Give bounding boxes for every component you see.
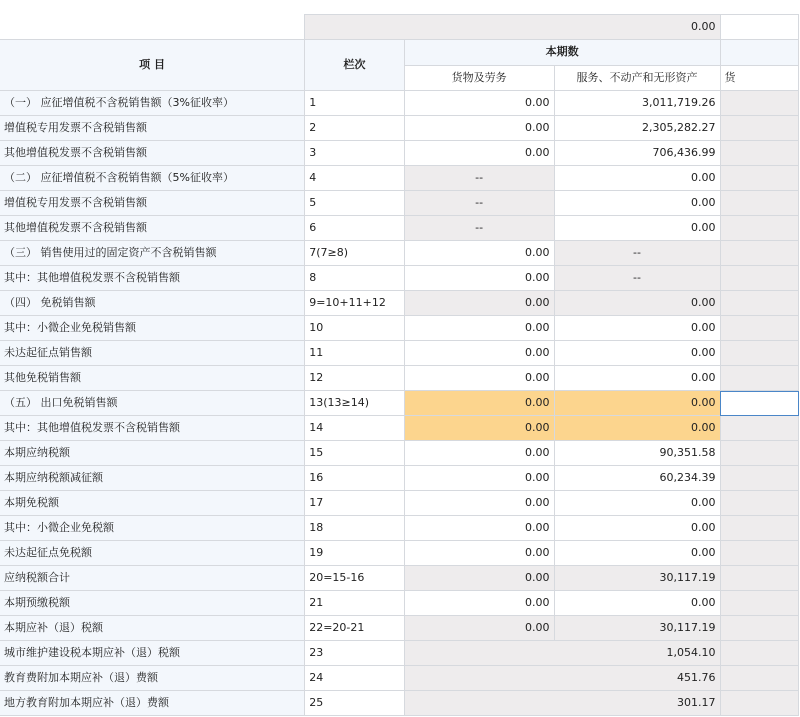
row-label: 其中：小微企业免税销售额 <box>0 316 305 341</box>
next-period-cell <box>720 641 798 666</box>
row-col-number: 20=15-16 <box>305 566 405 591</box>
row-col-number: 4 <box>305 166 405 191</box>
next-period-cell <box>720 591 798 616</box>
services-value-cell[interactable]: 706,436.99 <box>554 141 720 166</box>
row-col-number: 8 <box>305 266 405 291</box>
goods-value-cell[interactable]: 0.00 <box>404 516 554 541</box>
header-services: 服务、不动产和无形资产 <box>554 65 720 91</box>
table-row <box>0 166 799 191</box>
row-label: 未达起征点销售额 <box>0 341 305 366</box>
table-row <box>0 691 799 716</box>
row-label: 本期应补（退）税额 <box>0 616 305 641</box>
row-col-number: 5 <box>305 191 405 216</box>
goods-value-cell[interactable]: 0.00 <box>404 366 554 391</box>
table-row <box>0 416 799 441</box>
services-value-cell[interactable]: 0.00 <box>554 341 720 366</box>
goods-value-cell: 0.00 <box>404 291 554 316</box>
goods-value-cell: 0.00 <box>404 616 554 641</box>
row-col-number: 14 <box>305 416 405 441</box>
next-period-cell <box>720 291 798 316</box>
row-col-number: 18 <box>305 516 405 541</box>
services-value-cell: 0.00 <box>554 291 720 316</box>
table-row <box>0 591 799 616</box>
services-value-cell[interactable]: 0.00 <box>554 516 720 541</box>
goods-value-cell[interactable]: 0.00 <box>404 591 554 616</box>
goods-value-cell: -- <box>404 166 554 191</box>
next-period-cell <box>720 366 798 391</box>
services-value-cell[interactable]: 0.00 <box>554 366 720 391</box>
services-value-cell[interactable]: 0.00 <box>554 191 720 216</box>
services-value-cell: -- <box>554 266 720 291</box>
services-value-cell: 30,117.19 <box>554 616 720 641</box>
table-row <box>0 466 799 491</box>
row-col-number: 2 <box>305 116 405 141</box>
next-period-cell <box>720 116 798 141</box>
row-label: （四） 免税销售额 <box>0 291 305 316</box>
row-col-number: 21 <box>305 591 405 616</box>
goods-value-cell[interactable]: 0.00 <box>404 441 554 466</box>
services-value-cell: 30,117.19 <box>554 566 720 591</box>
goods-value-cell[interactable]: 0.00 <box>404 91 554 116</box>
next-period-cell <box>720 91 798 116</box>
table-row <box>0 91 799 116</box>
header-goods: 货物及劳务 <box>404 65 554 91</box>
row-col-number: 16 <box>305 466 405 491</box>
next-period-cell <box>720 541 798 566</box>
goods-value-cell[interactable]: 0.00 <box>404 141 554 166</box>
row-label: 增值税专用发票不含税销售额 <box>0 116 305 141</box>
row-col-number: 19 <box>305 541 405 566</box>
row-col-number: 23 <box>305 641 405 666</box>
row-label: 教育费附加本期应补（退）费额 <box>0 666 305 691</box>
table-row <box>0 566 799 591</box>
header-item: 项 目 <box>0 40 305 91</box>
next-period-cell <box>720 441 798 466</box>
next-period-cell <box>720 141 798 166</box>
row-col-number: 17 <box>305 491 405 516</box>
merged-value-cell: 451.76 <box>404 666 720 691</box>
services-value-cell[interactable]: 0.00 <box>554 491 720 516</box>
row-label: 其他免税销售额 <box>0 366 305 391</box>
row-col-number: 6 <box>305 216 405 241</box>
table-row <box>0 666 799 691</box>
row-label: 其中：其他增值税发票不含税销售额 <box>0 266 305 291</box>
table-row <box>0 541 799 566</box>
merged-value-cell: 1,054.10 <box>404 641 720 666</box>
row-label: 未达起征点免税额 <box>0 541 305 566</box>
next-period-cell <box>720 491 798 516</box>
table-row <box>0 366 799 391</box>
row-label: 本期应纳税额减征额 <box>0 466 305 491</box>
services-value-cell[interactable]: 60,234.39 <box>554 466 720 491</box>
goods-value-cell[interactable]: 0.00 <box>404 416 554 441</box>
row-label: 地方教育附加本期应补（退）费额 <box>0 691 305 716</box>
row-col-number: 24 <box>305 666 405 691</box>
table-row <box>0 191 799 216</box>
row-col-number: 3 <box>305 141 405 166</box>
header-next-period <box>720 40 798 66</box>
next-period-cell <box>720 166 798 191</box>
next-period-cell <box>720 241 798 266</box>
services-value-cell[interactable]: 0.00 <box>554 166 720 191</box>
services-value-cell: -- <box>554 241 720 266</box>
goods-value-cell[interactable]: 0.00 <box>404 116 554 141</box>
goods-value-cell: 0.00 <box>404 566 554 591</box>
next-period-cell <box>720 391 798 416</box>
table-row <box>0 341 799 366</box>
row-col-number: 11 <box>305 341 405 366</box>
row-col-number: 25 <box>305 691 405 716</box>
goods-value-cell[interactable]: 0.00 <box>404 316 554 341</box>
row-label: （五） 出口免税销售额 <box>0 391 305 416</box>
table-row <box>0 291 799 316</box>
top-total-value: 0.00 <box>305 15 720 40</box>
row-label: （三） 销售使用过的固定资产不含税销售额 <box>0 241 305 266</box>
services-value-cell[interactable]: 0.00 <box>554 391 720 416</box>
next-period-cell <box>720 191 798 216</box>
vat-return-table <box>0 14 799 716</box>
row-label: 增值税专用发票不含税销售额 <box>0 191 305 216</box>
row-label: 本期应纳税额 <box>0 441 305 466</box>
top-total-row <box>0 15 799 40</box>
row-col-number: 1 <box>305 91 405 116</box>
table-row <box>0 116 799 141</box>
next-period-cell <box>720 566 798 591</box>
services-value-cell[interactable]: 2,305,282.27 <box>554 116 720 141</box>
row-label: 其他增值税发票不含税销售额 <box>0 141 305 166</box>
table-row <box>0 441 799 466</box>
header-col: 栏次 <box>305 40 405 91</box>
header-period: 本期数 <box>404 40 720 66</box>
merged-value-cell: 301.17 <box>404 691 720 716</box>
row-label: 本期免税额 <box>0 491 305 516</box>
goods-value-cell[interactable]: 0.00 <box>404 341 554 366</box>
row-label: 城市维护建设税本期应补（退）税额 <box>0 641 305 666</box>
row-label: 其他增值税发票不含税销售额 <box>0 216 305 241</box>
blank-cell <box>0 15 305 40</box>
row-label: 本期预缴税额 <box>0 591 305 616</box>
services-value-cell[interactable]: 90,351.58 <box>554 441 720 466</box>
services-value-cell[interactable]: 0.00 <box>554 216 720 241</box>
goods-value-cell[interactable]: 0.00 <box>404 541 554 566</box>
table-row <box>0 316 799 341</box>
blank-cell <box>720 15 798 40</box>
table-row <box>0 616 799 641</box>
table-row <box>0 516 799 541</box>
row-col-number: 12 <box>305 366 405 391</box>
next-period-cell <box>720 316 798 341</box>
row-label: 其中：小微企业免税额 <box>0 516 305 541</box>
table-row <box>0 241 799 266</box>
goods-value-cell[interactable]: 0.00 <box>404 391 554 416</box>
goods-value-cell[interactable]: 0.00 <box>404 466 554 491</box>
table-row <box>0 266 799 291</box>
row-label: （二） 应征增值税不含税销售额（5%征收率） <box>0 166 305 191</box>
next-period-cell <box>720 666 798 691</box>
next-period-cell <box>720 516 798 541</box>
row-label: （一） 应征增值税不含税销售额（3%征收率） <box>0 91 305 116</box>
row-col-number: 15 <box>305 441 405 466</box>
services-value-cell[interactable]: 0.00 <box>554 591 720 616</box>
services-value-cell[interactable]: 0.00 <box>554 541 720 566</box>
row-col-number: 9=10+11+12 <box>305 291 405 316</box>
row-col-number: 7(7≥8) <box>305 241 405 266</box>
next-period-cell <box>720 341 798 366</box>
row-col-number: 13(13≥14) <box>305 391 405 416</box>
services-value-cell[interactable]: 3,011,719.26 <box>554 91 720 116</box>
next-period-cell <box>720 616 798 641</box>
table-row <box>0 216 799 241</box>
header-cut: 货 <box>720 65 798 91</box>
table-row <box>0 391 799 416</box>
table-row <box>0 641 799 666</box>
header-row-1 <box>0 40 799 66</box>
row-col-number: 22=20-21 <box>305 616 405 641</box>
goods-value-cell[interactable]: 0.00 <box>404 241 554 266</box>
services-value-cell[interactable]: 0.00 <box>554 416 720 441</box>
goods-value-cell[interactable]: 0.00 <box>404 491 554 516</box>
goods-value-cell[interactable]: 0.00 <box>404 266 554 291</box>
next-period-cell <box>720 266 798 291</box>
goods-value-cell: -- <box>404 191 554 216</box>
next-period-cell <box>720 466 798 491</box>
next-period-cell <box>720 416 798 441</box>
services-value-cell[interactable]: 0.00 <box>554 316 720 341</box>
table-row <box>0 491 799 516</box>
row-label: 应纳税额合计 <box>0 566 305 591</box>
table-row <box>0 141 799 166</box>
next-period-cell <box>720 216 798 241</box>
next-period-cell <box>720 691 798 716</box>
row-col-number: 10 <box>305 316 405 341</box>
row-label: 其中：其他增值税发票不含税销售额 <box>0 416 305 441</box>
goods-value-cell: -- <box>404 216 554 241</box>
